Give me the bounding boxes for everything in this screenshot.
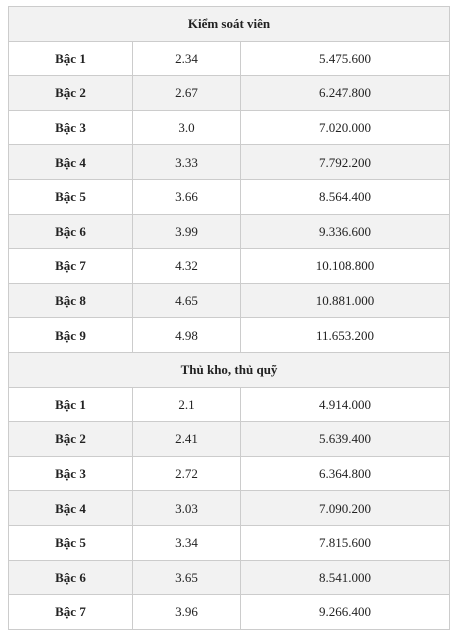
- section-title: Kiểm soát viên: [9, 7, 450, 42]
- coefficient-cell: 3.66: [133, 179, 241, 214]
- coefficient-cell: 3.33: [133, 145, 241, 180]
- grade-cell: Bậc 4: [9, 491, 133, 526]
- table-row: [9, 491, 450, 526]
- coefficient-cell: 3.99: [133, 214, 241, 249]
- salary-cell: 4.914.000: [241, 387, 450, 422]
- grade-cell: Bậc 5: [9, 179, 133, 214]
- grade-cell: Bậc 1: [9, 387, 133, 422]
- grade-cell: Bậc 3: [9, 110, 133, 145]
- salary-cell: 6.247.800: [241, 76, 450, 111]
- grade-cell: Bậc 6: [9, 214, 133, 249]
- table-row: [9, 214, 450, 249]
- table-row: [9, 76, 450, 111]
- coefficient-cell: 3.96: [133, 595, 241, 630]
- table-row: [9, 422, 450, 457]
- table-row: [9, 249, 450, 284]
- table-row: [9, 283, 450, 318]
- grade-cell: Bậc 2: [9, 76, 133, 111]
- table-row: [9, 318, 450, 353]
- section-header-row: [9, 7, 450, 42]
- salary-cell: 9.336.600: [241, 214, 450, 249]
- coefficient-cell: 2.67: [133, 76, 241, 111]
- salary-cell: 7.792.200: [241, 145, 450, 180]
- coefficient-cell: 4.32: [133, 249, 241, 284]
- coefficient-cell: 2.34: [133, 41, 241, 76]
- salary-cell: 5.639.400: [241, 422, 450, 457]
- table-row: [9, 387, 450, 422]
- coefficient-cell: 2.41: [133, 422, 241, 457]
- coefficient-cell: 3.34: [133, 525, 241, 560]
- grade-cell: Bậc 9: [9, 318, 133, 353]
- coefficient-cell: 3.03: [133, 491, 241, 526]
- table-row: [9, 595, 450, 630]
- salary-cell: 6.364.800: [241, 456, 450, 491]
- coefficient-cell: 2.72: [133, 456, 241, 491]
- grade-cell: Bậc 3: [9, 456, 133, 491]
- grade-cell: Bậc 7: [9, 595, 133, 630]
- salary-cell: 8.564.400: [241, 179, 450, 214]
- table-row: [9, 525, 450, 560]
- grade-cell: Bậc 8: [9, 283, 133, 318]
- coefficient-cell: 4.65: [133, 283, 241, 318]
- grade-cell: Bậc 6: [9, 560, 133, 595]
- grade-cell: Bậc 2: [9, 422, 133, 457]
- table-row: [9, 41, 450, 76]
- grade-cell: Bậc 4: [9, 145, 133, 180]
- table-row: [9, 145, 450, 180]
- coefficient-cell: 3.0: [133, 110, 241, 145]
- coefficient-cell: 4.98: [133, 318, 241, 353]
- salary-table: [8, 6, 450, 630]
- salary-cell: 10.881.000: [241, 283, 450, 318]
- salary-table-body: [9, 7, 450, 630]
- grade-cell: Bậc 1: [9, 41, 133, 76]
- salary-cell: 7.020.000: [241, 110, 450, 145]
- salary-cell: 9.266.400: [241, 595, 450, 630]
- table-row: [9, 110, 450, 145]
- section-header-row: [9, 352, 450, 387]
- table-row: [9, 560, 450, 595]
- salary-cell: 8.541.000: [241, 560, 450, 595]
- coefficient-cell: 2.1: [133, 387, 241, 422]
- salary-cell: 7.090.200: [241, 491, 450, 526]
- grade-cell: Bậc 7: [9, 249, 133, 284]
- salary-cell: 11.653.200: [241, 318, 450, 353]
- table-row: [9, 179, 450, 214]
- section-title: Thủ kho, thủ quỹ: [9, 352, 450, 387]
- grade-cell: Bậc 5: [9, 525, 133, 560]
- salary-cell: 5.475.600: [241, 41, 450, 76]
- salary-cell: 7.815.600: [241, 525, 450, 560]
- table-row: [9, 456, 450, 491]
- salary-cell: 10.108.800: [241, 249, 450, 284]
- coefficient-cell: 3.65: [133, 560, 241, 595]
